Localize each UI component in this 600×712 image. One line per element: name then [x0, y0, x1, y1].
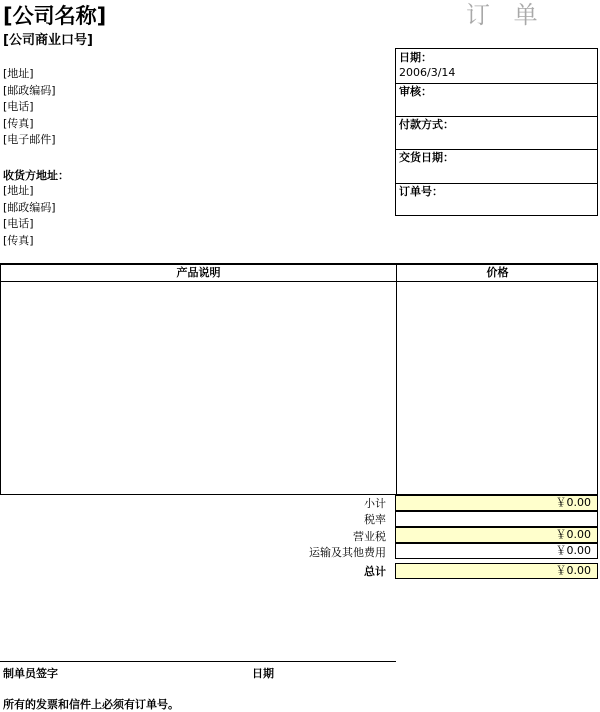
- tax-rate-value[interactable]: [395, 511, 598, 527]
- subtotal-value[interactable]: ￥0.00: [395, 495, 598, 511]
- payment-row[interactable]: [396, 116, 597, 150]
- date-row[interactable]: [396, 49, 597, 84]
- price-column-header: 价格: [486, 266, 509, 279]
- company-address-block: [3, 66, 56, 149]
- sales-tax-label: 营业税: [353, 530, 386, 543]
- payment-method-label: 付款方式：: [399, 118, 454, 131]
- company-phone-line: [电话]: [3, 100, 34, 114]
- tax-rate-label: 税率: [364, 513, 386, 526]
- ship-to-address-block: [3, 183, 56, 249]
- ship-to-label: 收货方地址：: [3, 169, 69, 182]
- signature-line: [0, 661, 396, 662]
- ship-to-phone-line: [电话]: [3, 217, 34, 231]
- signature-label: 制单员签字: [3, 667, 58, 680]
- footer-date-label: 日期: [252, 667, 274, 680]
- product-table: [0, 263, 598, 495]
- ship-to-postcode-line: [邮政编码]: [3, 200, 56, 214]
- ship-to-fax-line: [传真]: [3, 233, 34, 247]
- subtotal-label: 小计: [364, 497, 386, 510]
- sales-tax-value[interactable]: ￥0.00: [395, 527, 598, 543]
- delivery-date-row[interactable]: [396, 149, 597, 184]
- delivery-date-label: 交货日期：: [399, 151, 454, 164]
- company-name: [公司名称]: [3, 4, 107, 28]
- order-number-row[interactable]: [396, 183, 597, 215]
- company-address-line: [地址]: [3, 67, 34, 80]
- total-label: 总计: [364, 565, 386, 578]
- description-cell[interactable]: [1, 282, 395, 495]
- description-column-header: 产品说明: [176, 266, 221, 279]
- company-fax-line: [传真]: [3, 116, 34, 130]
- reviewer-label: 审核：: [399, 85, 432, 98]
- ship-to-address-line: [地址]: [3, 184, 34, 197]
- shipping-other-value[interactable]: ￥0.00: [395, 543, 598, 559]
- product-table-header: [1, 265, 597, 282]
- date-value: 2006/3/14: [399, 66, 456, 79]
- date-label: 日期：: [399, 51, 432, 64]
- company-postcode-line: [邮政编码]: [3, 83, 56, 97]
- company-slogan: [公司商业口号]: [3, 33, 93, 48]
- order-info-box: [395, 48, 598, 216]
- price-cell[interactable]: [397, 282, 597, 495]
- total-value[interactable]: ￥0.00: [395, 563, 598, 579]
- shipping-other-label: 运输及其他费用: [309, 546, 386, 559]
- company-email-line: [电子邮件]: [3, 133, 56, 147]
- order-number-note: 所有的发票和信件上必须有订单号。: [3, 698, 179, 711]
- reviewer-row[interactable]: [396, 83, 597, 117]
- order-number-label: 订单号：: [399, 185, 443, 198]
- document-title: 订 单: [466, 1, 546, 29]
